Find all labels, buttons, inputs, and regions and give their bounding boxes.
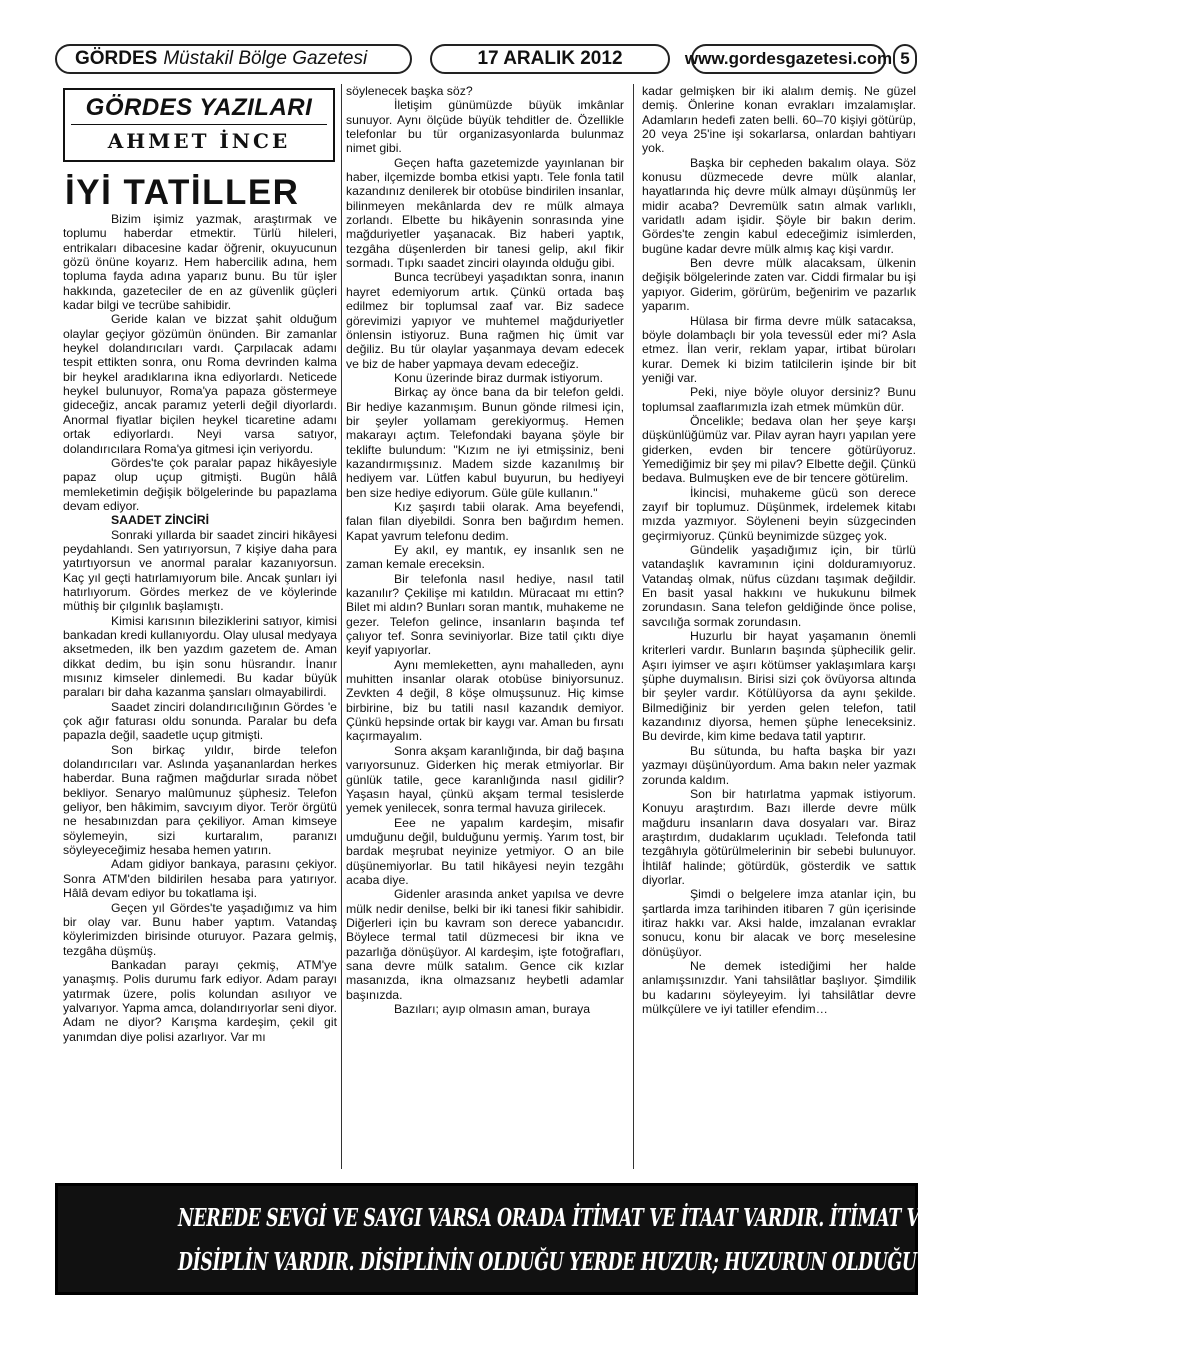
- article-headline: İYİ TATİLLER: [65, 173, 300, 212]
- column-title: GÖRDES YAZILARI: [71, 92, 327, 125]
- paragraph: Gündelik yaşadığımız için, bir türlü vatandaşlık kavramının içini dolduramıyoruz. Vatandaş olmak, nüfus cüzdanı taşımak değildir. En basit yasal hakkını ve hukukunu bilmek zorundasın. Sana telefon geldiğinde önce polise, savcılığa sormak zorundasın.: [642, 543, 916, 629]
- subheading: SAADET ZİNCİRİ: [111, 513, 209, 528]
- paragraph: Öncelikle; bedava olan her şeye karşı düşkünlüğümüz var. Pilav ayran hayrı yapılan yere giderken, evden bir tencere götürüyoruz. Yemediğimiz bir şey mi pilav? Elbette değil. Çünkü bedava. Bulmuşken eve de bir tencere götürelim.: [642, 413, 916, 486]
- paragraph: Bir telefonla nasıl hediye, nasıl tatil kazanılır? Çekilişe mi katıldın. Müracaat mı ettin? Bilet mi aldın? Bunları soran mantık, muhakeme ne gezer. Telefon gelince, insanların başında tef çalıyor tef. Sonra seviniyorlar. Bize tatil çıktı diye keyif yapıyorlar.: [346, 571, 624, 658]
- paragraph: Saadet zinciri dolandırıcılığının Gördes 'e çok ağır faturası oldu sonunda. Paralar bu defa papazla değil, saadetle uçup gitmişti.: [63, 699, 337, 743]
- paragraph: Eee ne yapalım kardeşim, misafir umduğunu değil, bulduğunu yermiş. Yarım tost, bir bardak meşrubat neyinize yetmiyor. O an bile düşünemiyorlar. Bu tatil hikâyesi neyin tezgâhı acaba diye.: [346, 815, 624, 887]
- article-column-1: [63, 84, 337, 1044]
- paragraph: Hülasa bir firma devre mülk satacaksa, böyle dolambaçlı bir yola tevessül eder mi? Asla etmez. İlan verir, reklam yapar, irtibat büroları kurar. Demek ki bizim tatilcilerin işinde bir bit yeniği var.: [642, 313, 916, 385]
- paragraph: Peki, niye böyle oluyor dersiniz? Bunu toplumsal zaaflarımızla izah etmek mümkün dür.: [642, 385, 916, 414]
- paragraph: Ne demek istediğimi her halde anlamışsınızdır. Yani tahsilâtlar başlıyor. Şimdilik bu kadarını söyleyeyim. İyi tahsilâtlar devre mülkçülere ve iyi tatiller efendim…: [642, 958, 916, 1016]
- paragraph: Geride kalan ve bizzat şahit olduğum olaylar geçiyor gözümün önünden. Bir zamanlar heykel dolandırıcıları vardı. Çarpılacak adamı tespit ettikten sonra, onu Roma devrinden kalma bir heykel aradıklarına ikna ediyorlardı. Neticede heykel bulunuyor, Roma'ya papaza göstermeye gideceğiz, ancak paramız yeterli değil diyorlardı. Anormal fiyatlar biçilen heykel ticaretine adamı ortak ediyorlardı. Neyi varsa satıyor, dolandırıcılara Roma'ya gitmesi için veriyordu.: [63, 312, 337, 456]
- column-divider: [633, 84, 634, 1169]
- paragraph: İkincisi, muhakeme gücü son derece zayıf bir toplumuz. Düşünmek, irdelemek kitabı mızda yazmıyor. Söyleneni beyin süzgecinden geçirmiyoruz. Çünkü beynimizde süzgeç yok.: [642, 485, 916, 543]
- paper-name: GÖRDES: [75, 48, 158, 69]
- article-column-2: [346, 84, 624, 1016]
- paragraph: Şimdi o belgelere imza atanlar için, bu şartlarda imza tarihinden itibaren 7 gün içerisinde itiraz hakkı var. Aksi halde, imzalanan evraklar sonucu, konu bir alacak ve borç meselesine dönüşüyor.: [642, 887, 916, 959]
- col1b-paragraphs: [63, 528, 337, 1044]
- paragraph: Bankadan parayı çekmiş, ATM'ye yanaşmış. Polis durumu fark ediyor. Adam parayı yatırmak üzere, polis kolundan asılıyor ve yalvarıyor. Yapma amca, dolandırıyorlar seni diyor. Adam ne diyor? Karışma kardeşim, çekil git yanımdan diye polisi azarlıyor. Var mı: [63, 957, 337, 1044]
- column-masthead: [63, 88, 335, 162]
- issue-date: 17 ARALIK 2012: [430, 44, 670, 74]
- paragraph: Bizim işimiz yazmak, araştırmak ve toplumu haberdar etmektir. Türlü hileleri, entrikaları dibacesine kadar öğrenir, okuyucunun gözü önüne koyarız. Hem habercilik adına, hem topluma fayda adına yaparız bunu. Bu tür işler hakkında, gazeteciler de en az güvenlik güçleri kadar bilgi ve tecrübe sahibidir.: [63, 212, 337, 313]
- paper-title-pill: [55, 44, 412, 74]
- paragraph: kadar gelmişken bir iki alalım demiş. Ne güzel demiş. Önlerine konan evrakları imzalamışlar. Adamların hedefi zaten belli. 60–70 kişiyi götürüp, 20 veya 25'ine işi sokarlarsa, onlardan bahtiyarı yok.: [642, 84, 916, 156]
- paragraph: İletişim günümüzde büyük imkânlar sunuyor. Aynı ölçüde büyük tehditler de. Özellikle telefonlar bu tür organizasyonlarda bulunmaz nimet gibi.: [346, 98, 624, 156]
- page-number: 5: [893, 44, 917, 74]
- paragraph: Konu üzerinde biraz durmak istiyorum.: [394, 370, 604, 385]
- paragraph: Son birkaç yıldır, birde telefon dolandırıcıları var. Aslında yaşananlardan herkes haberdar. Buna rağmen mağdurlar sırada nöbet bekliyor. Senaryo malûmunuz şüphesiz. Telefon geliyor, ben hâkimim, savcıyım diyor. Terör örgütü ne hesabınızdan para çekiliyor. Aman kimseye söylemeyin, sizi kurtaralım, paranızı söyleyeceğimiz hesaba hemen yatırın.: [63, 742, 337, 858]
- paragraph: Huzurlu bir hayat yaşamanın önemli kriterleri vardır. Bunların başında şüphecilik gelir. Aşırı iyimser ve aşırı kötümser yaklaşımlara karşı şüphe duymalısın. Birisi sizi çok övüyorsa altında bir şeyler vardır. Kötülüyorsa da aynı şekilde. Bilmediğiniz bir yerden gelen telefon, tatil kazandınız diyorsa, hemen şüphe leneceksiniz. Bu devirde, kim kime bedava tatil yaptırır.: [642, 629, 916, 744]
- paragraph: Kimisi karısının bileziklerini satıyor, kimisi bankadan kredi kullanıyordu. Olay ulusal medyaya aksetmeden, ilk ben yazdım gazetem de. Aman dikkat dedim, bu işin sonu hüsrandır. İnanır mısınız kimseler dinlemedi. Bu kadar büyük paraları bir daha kazanma şansları olmayabilirdi.: [63, 613, 337, 700]
- paragraph: Son bir hatırlatma yapmak istiyorum. Konuyu araştırdım. Bazı illerde devre mülk mağduru insanların dava dosyaları var. Biraz araştırdım, dudaklarım uçukladı. Telefonda tatil tezgâhıyla götürülmelerinin bir sebebi bulunuyor. İhtilâf halinde; götürdük, gösterdik ve sattık diyorlar.: [642, 786, 916, 887]
- author-name: AHMET İNCE: [107, 129, 291, 153]
- paragraph: Gidenler arasında anket yapılsa ve devre mülk nedir denilse, belki bir iki tanesi fikir sahibidir. Diğerleri için bu kavram son derece yabancıdır. Böylece termal tatil düzmecesi bir ikna ve pazarlığa dönüşüyor. Al kardeşim, işte fotoğrafları, sana devre mülk satalım. Gence cik kızlar masanızda, ikna olmazsanız heybetli adamlar başınızda.: [346, 887, 624, 1002]
- col1-paragraphs: [63, 212, 337, 513]
- banner-line: NEREDE SEVGİ VE SAYGI VARSA ORADA İTİMAT VE İTAAT VARDIR. İTİMAT VE İTAAT'IN OLDUĞU YERDE: [177, 1203, 1186, 1232]
- paragraph: Sonra akşam karanlığında, bir dağ başına varıyorsunuz. Giderken hiç merak etmiyorlar. Bir günlük tatile, gece karanlığında nasıl gidilir? Yaşasın hayal, çünkü akşam termal tesislerde yemek yenilecek, sonra termal havuza girilecek.: [346, 743, 624, 816]
- paragraph: Bazıları; ayıp olmasın aman, buraya: [394, 1002, 591, 1016]
- paragraph: söylenecek başka söz?: [346, 84, 473, 98]
- paragraph: Ey akıl, ey mantık, ey insanlık sen ne zaman kemale ereceksin.: [346, 543, 624, 572]
- paragraph: Geçen hafta gazetemizde yayınlanan bir haber, ilçemizde bomba etkisi yaptı. Tele fonla tatil kazandınız denilerek bir otobüse bindirilen insanlar, bilinmeyen mekânlarda dev re mülk almaya zorlandı. Elbette bu hikâyenin sonrasında yine mağduriyetler yaşanacak. Biz haberi yaptık, tezgâha düşenlerden bir tanesi gelip, akıl fikir sormadı. Tıpkı saadet zinciri olayında olduğu gibi.: [346, 155, 624, 271]
- paragraph: Aynı memleketten, aynı mahalleden, aynı muhitten insanlar olarak otobüse biniyorsunuz. Zevkten 4 değil, 8 köşe olmuşsunuz. Hiç kimse birbirine, biz bu tatili nasıl kazandık demiyor. Çünkü hepsinde ortak bir kaygı var. Aman bu fırsatı kaçırmayalım.: [346, 657, 624, 744]
- paragraph: Sonraki yıllarda bir saadet zinciri hikâyesi peydahlandı. Sen yatırıyorsun, 7 kişiye daha para yatırtıyorsun ve anormal paralar kazanıyorsun. Kaç yıl geçti hatırlamıyorum bile. Ancak şunları iyi hatırlıyorum. Gördes merkez de ve köylerinde müthiş bir çılgınlık başlamıştı.: [63, 527, 337, 614]
- quote-banner: [55, 1183, 1186, 1295]
- paragraph: Ben devre mülk alacaksam, ülkenin değişik bölgelerinde zaten var. Ciddi firmalar bu işi yapıyor. Giderim, görürüm, beğenirim ve pazarlık yaparım.: [642, 256, 916, 314]
- paragraph: Gördes'te çok paralar papaz hikâyesiyle papaz olup uçup gitmişti. Bugün hâlâ memleketimin değişik bölgelerinde bu papazlama devam ediyor.: [63, 455, 337, 513]
- paragraph: Bunca tecrübeyi yaşadıktan sonra, inanın hayret edemiyorum artık. Çünkü ortada baş edilmez bir toplumsal zaaf var. Biz sadece görevimizi yapıyor ve muhtemel mağduriyetler önlensin istiyoruz. Buna rağmen hiç ümit var değiliz. Bu tür olaylar yaşanmaya devam edecek ve biz de haber yapmaya devam edeceğiz.: [346, 270, 624, 371]
- page-header: [55, 40, 917, 78]
- banner-line: DİSİPLİN VARDIR. DİSİPLİNİN OLDUĞU YERDE HUZUR; HUZURUN OLDUĞU YERDE BAŞARI VARDIR.: [177, 1247, 1155, 1276]
- column-divider: [341, 84, 342, 1169]
- paragraph: Başka bir cepheden bakalım olaya. Söz konusu düzmecede devre mülk alanlar, hayatlarında hiç devre mülk almayı düşünmüş ler midir acaba? Devremülk satın almak varlıklı, varidatlı adam işidir. Şöyle bir bakın derim. Gördes'te zengin kabul edeceğimiz isimlerden, bugüne kadar devre mülk almış kaç kişi vardır.: [642, 155, 916, 256]
- website-link[interactable]: www.gordesgazetesi.com: [691, 44, 886, 74]
- paragraph: Bu sütunda, bu hafta başka bir yazı yazmayı düşünüyordum. Ama bakın neler yazmak zorunda kaldım.: [642, 743, 916, 787]
- article-column-3: [642, 84, 916, 1016]
- paragraph: Birkaç ay önce bana da bir telefon geldi. Bir hediye kazanmışım. Bunun gönde rilmesi için, bir şeyler yollamam gerekiyormuş. Hemen makarayı açtım. Telefondaki bayana şöyle bir teklifte bulundum: "Kızım ne iyi etmişsiniz, beni kazandırmışsınız. Madem sizde kazanılmış bir hediyem var. Lütfen kabul buyurun, bu hediyeyi ben size hediye ediyorum. Güle güle kullanın.": [346, 385, 624, 500]
- paragraph: Kız şaşırdı tabii olarak. Ama beyefendi, falan filan diyebildi. Sonra ben bağırdım hemen. Kapat yavrum telefonu dedim.: [346, 499, 624, 543]
- paper-subtitle: Müstakil Bölge Gazetesi: [163, 48, 368, 69]
- paragraph: Adam gidiyor bankaya, parasını çekiyor. Sonra ATM'den bildirilen hesaba para yatırıyor. Hâlâ devam ediyor bu tokatlama işi.: [63, 857, 337, 901]
- paragraph: Geçen yıl Gördes'te yaşadığımız va him bir olay var. Bunu haber yaptım. Vatandaş köylerimizden birisinde oturuyor. Pazara gelmiş, tezgâha düşmüş.: [63, 900, 337, 958]
